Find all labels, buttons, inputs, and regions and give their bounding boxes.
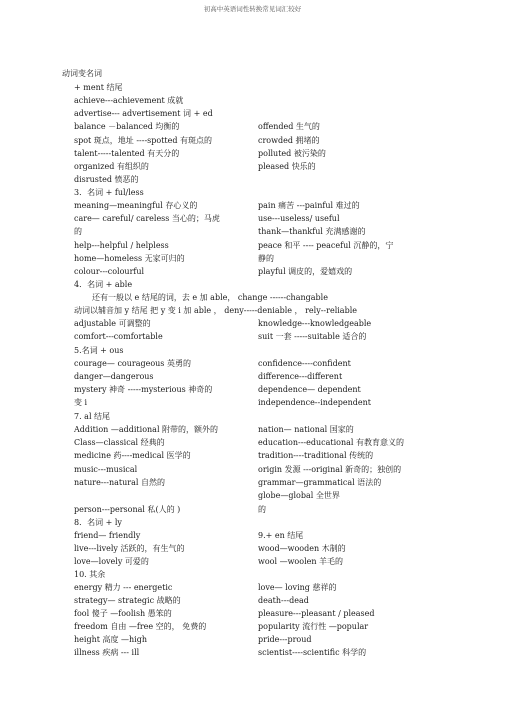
left-column-line: nature---natural 自然的 — [74, 478, 165, 487]
right-column-line: grammar—grammatical 语法的 — [258, 478, 382, 487]
left-column-line: comfort---comfortable — [74, 332, 163, 341]
left-column-line: disrusted 愤恶的 — [74, 175, 139, 184]
left-column-line: colour---colourful — [74, 267, 145, 276]
left-column-line: 变 i — [74, 398, 88, 407]
right-column-line: difference---different — [258, 372, 343, 381]
right-column-line: use---useless/ useful — [258, 214, 340, 223]
left-column-line: 4．名词 + able — [74, 280, 133, 289]
left-column-line: 的 — [74, 227, 82, 236]
right-column-line: popularity 流行性 —popular — [258, 622, 369, 631]
left-column-line: 3．名词 + ful/less — [74, 188, 144, 197]
right-column-line: dependence— dependent — [258, 385, 361, 394]
right-column-line: offended 生气的 — [258, 122, 320, 131]
right-column-line: 静的 — [258, 254, 274, 263]
right-column-line: knowledge---knowledgeable — [258, 319, 372, 328]
left-column-line: danger—dangerous — [74, 372, 154, 381]
left-column-line: 7. al 结尾 — [74, 412, 111, 421]
left-column-line: meaning—meaningful 存心义的 — [74, 201, 198, 210]
left-column-line: music---musical — [74, 465, 138, 474]
left-column-line: talent-----talented 有天分的 — [74, 149, 180, 158]
left-column-line: balance －balanced 均衡的 — [74, 122, 180, 131]
left-column-line: 还有一般以 e 结尾的词，去 e 加 able， change ------changable — [92, 293, 328, 302]
left-column-line: courage— courageous 英勇的 — [74, 359, 191, 368]
right-column-line: pride---proud — [258, 635, 312, 644]
left-column-line: freedom 自由 —free 空的， 免费的 — [74, 622, 207, 631]
right-column-line: scientist----scientific 科学的 — [258, 648, 367, 657]
right-column-line: peace 和平 ---- peaceful 沉静的，宁 — [258, 241, 394, 250]
left-column-line: Class—classical 经典的 — [74, 438, 165, 447]
left-column-line: friend— friendly — [74, 531, 141, 540]
right-column-line: 9.+ en 结尾 — [258, 531, 304, 540]
left-column-line: live---lively 活跃的，有生气的 — [74, 544, 185, 553]
left-column-line: 8．名词 + ly — [74, 518, 122, 527]
right-column-line: polluted 被污染的 — [258, 149, 326, 158]
right-column-line: tradition----traditional 传统的 — [258, 451, 374, 460]
right-column-line: suit 一套 -----suitable 适合的 — [258, 332, 367, 341]
right-column-line: thank—thankful 充满感谢的 — [258, 227, 366, 236]
right-column-line: pleasure---pleasant / pleased — [258, 609, 375, 618]
left-column-line: love—lovely 可爱的 — [74, 557, 149, 566]
left-column-line: spot 斑点，地址 ----spotted 有斑点的 — [74, 136, 213, 145]
right-column-line: crowded 拥堵的 — [258, 136, 320, 145]
right-column-line: 的 — [258, 505, 266, 514]
left-column-line: adjustable 可调整的 — [74, 319, 151, 328]
right-column-line: education---educational 有教育意义的 — [258, 438, 404, 447]
page-header: 初高中英语词性转换常见词汇较好 — [203, 5, 302, 13]
right-column-line: confidence----confident — [258, 359, 351, 368]
left-column-line: height 高度 —high — [74, 635, 148, 644]
right-column-line: wood—wooden 木制的 — [258, 544, 346, 553]
left-column-line: home—homeless 无家可归的 — [74, 254, 185, 263]
right-column-line: love— loving 慈祥的 — [258, 583, 337, 592]
left-column-line: energy 精力 --- energetic — [74, 583, 173, 592]
left-column-line: organized 有组织的 — [74, 162, 149, 171]
left-column-line: strategy— strategic 战略的 — [74, 596, 181, 605]
right-column-line: nation— national 国家的 — [258, 425, 354, 434]
left-column-line: medicine 药----medical 医学的 — [74, 451, 191, 460]
left-column-line: illness 疾病 --- ill — [74, 648, 140, 657]
left-column-line: help---helpful / helpless — [74, 241, 169, 250]
left-column-line: care— careful/ careless 当心的；马虎 — [74, 214, 220, 223]
right-column-line: independence--independent — [258, 398, 371, 407]
right-column-line: origin 发源 ---original 新奇的；独创的 — [258, 465, 402, 474]
left-column-line: Addition —additional 附带的，额外的 — [74, 425, 219, 434]
right-column-line: pain 痛苦 ---painful 难过的 — [258, 201, 360, 210]
right-column-line: wool —woolen 羊毛的 — [258, 557, 344, 566]
right-column-line: globe—global 全世界 — [258, 491, 340, 500]
section-title: 动词变名词 — [62, 69, 102, 78]
right-column-line: death---dead — [258, 596, 309, 605]
left-column-line: achieve---achievement 成就 — [74, 96, 184, 105]
left-column-line: 10. 其余 — [74, 570, 106, 579]
left-column-line: + ment 结尾 — [74, 83, 123, 92]
left-column-line: person---personal 私(人的 ) — [74, 505, 181, 514]
left-column-line: 5.名词 + ous — [74, 346, 124, 355]
right-column-line: playful 调皮的，爱嬉戏的 — [258, 267, 353, 276]
left-column-line: 动词以辅音加 y 结尾 把 y 变 i 加 able ， deny-----deniable ， rely--reliable — [74, 306, 357, 315]
left-column-line: fool 傻子 —foolish 愚笨的 — [74, 609, 172, 618]
left-column-line: mystery 神奇 -----mysterious 神奇的 — [74, 385, 213, 394]
left-column-line: advertise--- advertisement 词 + ed — [74, 109, 213, 118]
right-column-line: pleased 快乐的 — [258, 162, 316, 171]
